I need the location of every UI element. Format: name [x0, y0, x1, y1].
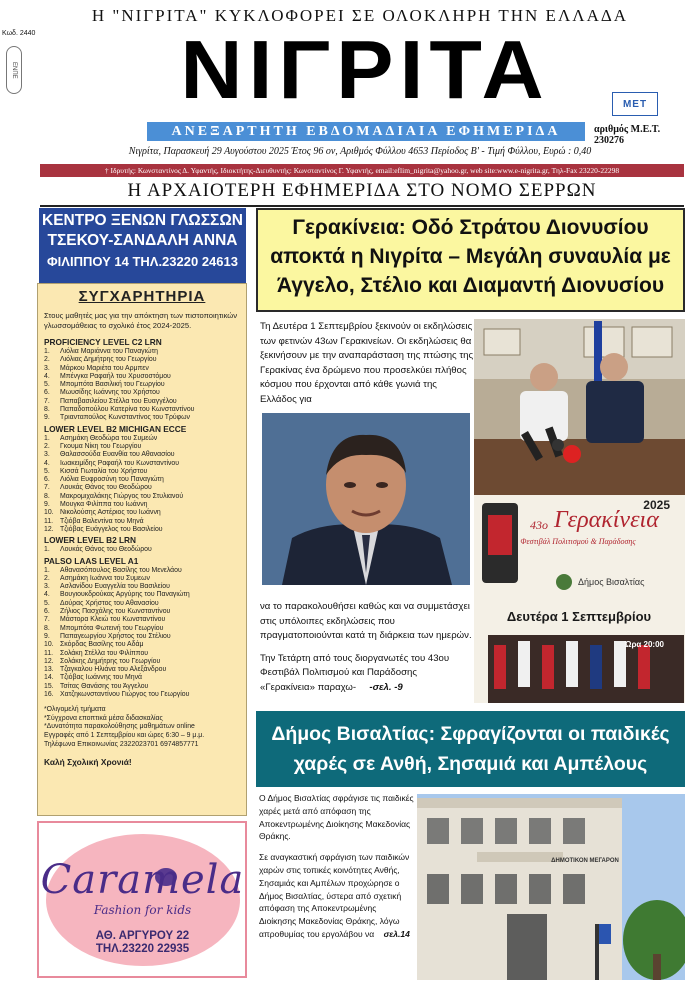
- student-number: 1.: [44, 434, 50, 442]
- student-number: 6.: [44, 608, 50, 616]
- student-item: [44, 633, 240, 641]
- lead-body-part2: [260, 600, 474, 696]
- student-name: Ιωακειμίδης Ραφαήλ του Κωνσταντίνου: [60, 459, 180, 467]
- student-number: 4.: [44, 459, 50, 467]
- student-name: Μπένγκα Ραφαήλ του Χρυσοστόμου: [60, 372, 171, 380]
- school-note: Τηλέφωνα Επικοινωνίας 2322023701 6974857771: [44, 740, 199, 748]
- student-number: 14.: [44, 674, 54, 682]
- student-item: [44, 373, 240, 381]
- student-number: 11.: [44, 649, 54, 657]
- student-number: 3.: [44, 364, 50, 372]
- student-item: [44, 683, 240, 691]
- student-list: [44, 435, 240, 535]
- ad-subtitle: Fashion for kids: [93, 903, 192, 917]
- student-name: Βουγιουκδρούκας Αργύρης του Παναγιώτη: [60, 591, 190, 599]
- student-list: [44, 546, 240, 554]
- student-number: 1.: [44, 348, 50, 355]
- poster-edition: 43ο: [530, 518, 548, 532]
- second-body: [259, 792, 415, 941]
- poster-year: 2025: [643, 498, 670, 512]
- student-item: [44, 518, 240, 526]
- student-item: [44, 600, 240, 608]
- student-number: 9.: [44, 501, 50, 509]
- student-name: Παπαγεωργίου Χρήστος του Στέλιου: [60, 632, 171, 640]
- poster-date: Δευτέρα 1 Σεπτεμβρίου: [506, 609, 652, 624]
- student-name: Τζιόβας Ιωάννης του Μηνά: [60, 674, 143, 682]
- student-number: 4.: [44, 372, 50, 380]
- second-headline[interactable]: Δήμος Βισαλτίας: Σφραγίζονται οι παιδικές χαρές σε Ανθή, Σησαμιά και Αμπέλους: [256, 711, 685, 787]
- student-name: Κισσά Γιωταλία του Χρήστου: [60, 467, 148, 475]
- student-number: 8.: [44, 492, 50, 500]
- student-name: Λιόλια Ευφροσύνη του Παναγιώτη: [60, 476, 164, 484]
- student-name: Τσίτας Θανάσης του Άγγελου: [60, 682, 149, 690]
- poster-organizer: Δήμος Βισαλτίας: [578, 577, 645, 587]
- town-hall-sign: ΔΗΜΟΤΙΚΟΝ ΜΕΓΑΡΟΝ: [551, 858, 619, 864]
- student-item: [44, 468, 240, 476]
- student-item: [44, 414, 240, 422]
- lead-body-part1: Τη Δευτέρα 1 Σεπτεμβρίου ξεκινούν οι εκδηλώσεις των φετινών 43ων Γερακινείων. Οι εκδηλώσεις θα ξεκινήσουν με την αναπαράσταση της πτώσης της Γερακίνας ένα δρώμενο που προσελκύει πλήθος κόσμου που έρχονται από κάθε γωνιά της Ελλάδος για: [260, 321, 474, 405]
- lead-body-part3: [260, 652, 474, 696]
- student-name: Παπαβασιλείου Στέλλα του Ευαγγέλου: [60, 397, 177, 405]
- language-school-header: [39, 208, 246, 283]
- student-item: [44, 509, 240, 517]
- student-number: 9.: [44, 632, 50, 640]
- ad-contact: [39, 930, 246, 956]
- student-item: [44, 567, 240, 575]
- student-name: Λουκάς Θάνος του Θεοδώρου: [60, 546, 152, 554]
- student-item: [44, 616, 240, 624]
- poster-illustration: [474, 495, 685, 703]
- student-name: Ασημάκη Θεοδώρα του Συμεών: [60, 434, 158, 442]
- student-item: [44, 641, 240, 649]
- student-number: 5.: [44, 381, 50, 389]
- student-item: [44, 674, 240, 682]
- student-name: Λιόλιας Δημήτρης του Γεωργίου: [60, 356, 157, 364]
- school-note: *Σύγχρονα εποπτικά μέσα διδασκαλίας: [44, 714, 163, 722]
- congratulations-box: [37, 283, 247, 816]
- level-lists: [44, 337, 240, 699]
- met-number: αριθμός Μ.Ε.Τ. 230276: [594, 124, 661, 146]
- press-illustration: [474, 319, 685, 495]
- level-heading: LOWER LEVEL B2 MICHIGAN ECCE: [44, 423, 187, 434]
- student-item: [44, 493, 240, 501]
- student-name: Θαλασσούδα Ευανθία του Αθανασίου: [60, 451, 175, 459]
- school-address: ΦΙΛΙΠΠΟΥ 14 ΤΗΛ.23220 24613: [39, 251, 246, 272]
- student-number: 9.: [44, 414, 50, 422]
- student-number: 12.: [44, 657, 54, 665]
- student-number: 3.: [44, 451, 50, 459]
- congrats-intro: Στους μαθητές μας για την απόκτηση των πιστοποιητικών γλωσσομάθειας το σχολικό έτος 2024-2025.: [44, 311, 238, 330]
- side-code: Κωδ. 2440: [2, 30, 36, 37]
- student-name: Ασλανίδου Ευαγγελία του Βασιλείου: [60, 583, 170, 591]
- student-number: 7.: [44, 484, 50, 492]
- student-number: 2.: [44, 356, 50, 364]
- student-item: [44, 356, 240, 364]
- level-heading: LOWER LEVEL B2 LRN: [44, 535, 137, 546]
- top-slogan: Η "ΝΙΓΡΙΤΑ" ΚΥΚΛΟΦΟΡΕΙ ΣΕ ΟΛΟΚΛΗΡΗ ΤΗΝ ΕΛΛΑΔΑ: [91, 6, 629, 25]
- closing-wish: Καλή Σχολική Χρονιά!: [44, 757, 132, 768]
- school-notes: [44, 706, 240, 749]
- lead-page-ref[interactable]: -σελ. -9: [369, 681, 403, 693]
- student-name: Μουγκα Φιλίππα του Ιωάννη: [60, 501, 148, 509]
- student-name: Τριανταπούλος Κωνσταντίνος του Τρύφων: [60, 414, 190, 422]
- student-name: Ασημάκη Ιωάννα του Συμεων: [60, 574, 150, 582]
- student-number: 1.: [44, 546, 50, 554]
- student-item: [44, 650, 240, 658]
- student-item: [44, 526, 240, 534]
- student-number: 3.: [44, 583, 50, 591]
- portrait-photo: [262, 413, 470, 585]
- student-item: [44, 365, 240, 373]
- caramela-ad[interactable]: [37, 821, 247, 978]
- student-item: [44, 575, 240, 583]
- student-item: [44, 658, 240, 666]
- student-name: Ζήλιος Πασχάλης του Κωνσταντίνου: [60, 608, 171, 616]
- ad-phone: ΤΗΛ.23220 22935: [95, 943, 190, 955]
- student-item: [44, 451, 240, 459]
- tagline: ΑΝΕΞΑΡΤΗΤΗ ΕΒΔΟΜΑΔΙΑΙΑ ΕΦΗΜΕΡΙΔΑ: [147, 122, 585, 141]
- second-body-part2: [259, 851, 415, 941]
- portrait-illustration: [262, 413, 470, 585]
- issue-line: Νιγρίτα, Παρασκευή 29 Αυγούστου 2025 Έτος 96 ον, Αριθμός Φύλλου 4653 Περίοδος Β' - Τιμή Φύλλου, Ευρώ : 0,40: [128, 146, 592, 157]
- student-name: Δούρας Χρήστος του Αθανασίου: [60, 599, 159, 607]
- student-item: [44, 691, 240, 699]
- level-heading: PALSO LAAS LEVEL A1: [44, 555, 139, 566]
- student-list: [44, 348, 240, 423]
- festival-poster: [474, 495, 685, 703]
- met-logo: ΜΕΤ: [612, 92, 658, 116]
- student-name: Παπαδοπούλου Κατερίνα του Κωνσταντίνου: [60, 406, 195, 414]
- student-number: 1.: [44, 566, 50, 574]
- student-name: Σολάκης Δημήτρης του Γεωργίου: [60, 657, 161, 665]
- student-name: Μακρομιχαλάκης Γιώργος του Στυλιανού: [60, 492, 184, 500]
- student-number: 5.: [44, 599, 50, 607]
- ad-address: ΑΘ. ΑΡΓΥΡΟΥ 22: [95, 930, 190, 942]
- student-number: 10.: [44, 509, 54, 517]
- student-name: Μωυσίδης Ιωάννης του Χρήστου: [60, 389, 160, 397]
- student-item: [44, 546, 240, 554]
- student-item: [44, 591, 240, 599]
- student-name: Αθανασόπουλος Βασίλης του Μενελάου: [60, 566, 182, 574]
- press-conference-photo: [474, 319, 685, 495]
- school-note: *Δυνατότητα παρακολούθησης μαθημάτων online: [44, 723, 195, 731]
- second-body-part1: Ο Δήμος Βισαλτίας σφράγισε τις παιδικές χαρές μετά από απόφαση της Αποκεντρωμένης Διοίκησης Μακεδονίας Θράκης.: [259, 793, 414, 842]
- poster-subtitle: Φεστιβάλ Πολιτισμού & Παράδοσης: [520, 537, 636, 546]
- student-item: [44, 460, 240, 468]
- poster-time: Ώρα 20:00: [624, 640, 664, 649]
- newspaper-title: ΝΙΓΡΙΤΑ: [180, 23, 550, 117]
- student-number: 2.: [44, 442, 50, 450]
- student-number: 6.: [44, 389, 50, 397]
- student-name: Χατζηκωνσταντίνου Γιώργος του Γεωργίου: [60, 690, 190, 698]
- student-name: Μάρκου Μαριέτα του Αρμπεν: [60, 364, 149, 372]
- ad-brand: Caramela: [40, 857, 245, 903]
- student-number: 15.: [44, 682, 54, 690]
- second-body-part2-text: Σε αναγκαστική σφράγιση των παιδικών χαρών στις τοπικές κοινότητες Ανθής, Σησαμιάς και Αμπέλων προχώρησε ο Δήμος Βισαλτίας, ύστερα από σχετική απόφαση της Αποκεντρωμένης Διοίκησης Μακεδονίας Θράκης, λόγω απροθυμίας του εργολάβου να: [259, 852, 410, 939]
- student-list: [44, 567, 240, 700]
- student-name: Μπομπότα Φωτεινή του Γεωργίου: [60, 624, 164, 632]
- lead-body-part3-text: Την Τετάρτη από τους διοργανωτές του 43ου Φεστιβάλ Πολιτισμού και Παράδοσης «Γερακίνεια» παραχω-: [260, 652, 450, 693]
- school-note: Εγγραφές από 1 Σεπτεμβρίου και ώρες 6:30 – 9 μ.μ.: [44, 732, 205, 740]
- congrats-title: ΣΥΓΧΑΡΗΤΗΡΙΑ: [78, 288, 206, 305]
- student-number: 8.: [44, 624, 50, 632]
- student-item: [44, 389, 240, 397]
- student-name: Τζαγκαλου Ηλιάνα του Αλεξάνδρου: [60, 666, 167, 674]
- lead-headline[interactable]: Γερακίνεια: Οδό Στράτου Διονυσίου αποκτά η Νιγρίτα – Μεγάλη συναυλία με Άγγελο, Στέλιο και Διαμαντή Διονυσίου: [270, 216, 671, 297]
- student-name: Νικολούσης Αστέριος του Ιωάννη: [60, 509, 161, 517]
- lead-body-part2a: να το παρακολουθήσει καθώς και να συμμετάσχει στις υπόλοιπες εκδηλώσεις που πραγματοποιούνται κατά τη διάρκεια των ημερών.: [260, 601, 472, 642]
- poster-title: Γερακίνεια: [554, 507, 659, 533]
- school-name-line1: ΚΕΝΤΡΟ ΞΕΝΩΝ ΓΛΩΣΣΩΝ: [42, 212, 243, 229]
- student-number: 7.: [44, 397, 50, 405]
- oldest-banner: Η ΑΡΧΑΙΟΤΕΡΗ ΕΦΗΜΕΡΙΔΑ ΣΤΟ ΝΟΜΟ ΣΕΡΡΩΝ: [40, 180, 684, 207]
- student-number: 13.: [44, 666, 54, 674]
- town-hall-illustration: [417, 794, 685, 980]
- seal-logo: ΕΝΠΕ: [6, 46, 22, 94]
- student-name: Τζιόβα Βαλεντίνα του Μηνά: [60, 517, 144, 525]
- student-name: Λιόλια Μαριάννα του Παναγιώτη: [60, 348, 158, 355]
- student-name: Μάστορα Κλειώ του Κωνσταντίνου: [60, 616, 166, 624]
- student-name: Μπομπότα Βασιλική του Γεωργίου: [60, 381, 165, 389]
- contact-bar: † Ιδρυτής: Κωνσταντίνος Δ. Υφαντής, Ιδιοκτήτης-Διευθυντής: Κωνσταντίνος Γ. Υφαντής, email:eflim_nigrita@yahoo.gr, web site:www.e-nigrita.gr, Τηλ-Fax 23220-22298: [40, 164, 684, 177]
- student-number: 11.: [44, 517, 54, 525]
- student-number: 8.: [44, 406, 50, 414]
- student-item: [44, 398, 240, 406]
- student-number: 2.: [44, 574, 50, 582]
- student-name: Τζιόβας Ευάγγελος του Βασιλείου: [60, 525, 163, 533]
- level-heading: PROFICIENCY LEVEL C2 LRN: [44, 337, 162, 347]
- student-number: 4.: [44, 591, 50, 599]
- student-name: Γκουμα Νίκη του Γεωργίου: [60, 442, 142, 450]
- student-name: Σκόρδας Βασίλης του Αδάμ: [60, 641, 144, 649]
- student-item: [44, 484, 240, 492]
- student-name: Σολάκη Στέλλα του Φιλίππου: [60, 649, 149, 657]
- student-item: [44, 625, 240, 633]
- student-number: 16.: [44, 690, 54, 698]
- student-number: 7.: [44, 616, 50, 624]
- second-page-ref[interactable]: σελ.14: [383, 928, 410, 939]
- school-note: *Ολιγομελή τμήματα: [44, 706, 106, 714]
- school-name-line2: ΤΣΕΚΟΥ-ΣΑΝΔΑΛΗ ΑΝΝΑ: [47, 232, 238, 249]
- student-number: 5.: [44, 467, 50, 475]
- student-number: 6.: [44, 476, 50, 484]
- town-hall-photo: [417, 794, 685, 980]
- student-number: 10.: [44, 641, 54, 649]
- student-number: 12.: [44, 525, 54, 533]
- student-item: [44, 435, 240, 443]
- student-name: Λουκάς Θάνος του Θεοδώρου: [60, 484, 152, 492]
